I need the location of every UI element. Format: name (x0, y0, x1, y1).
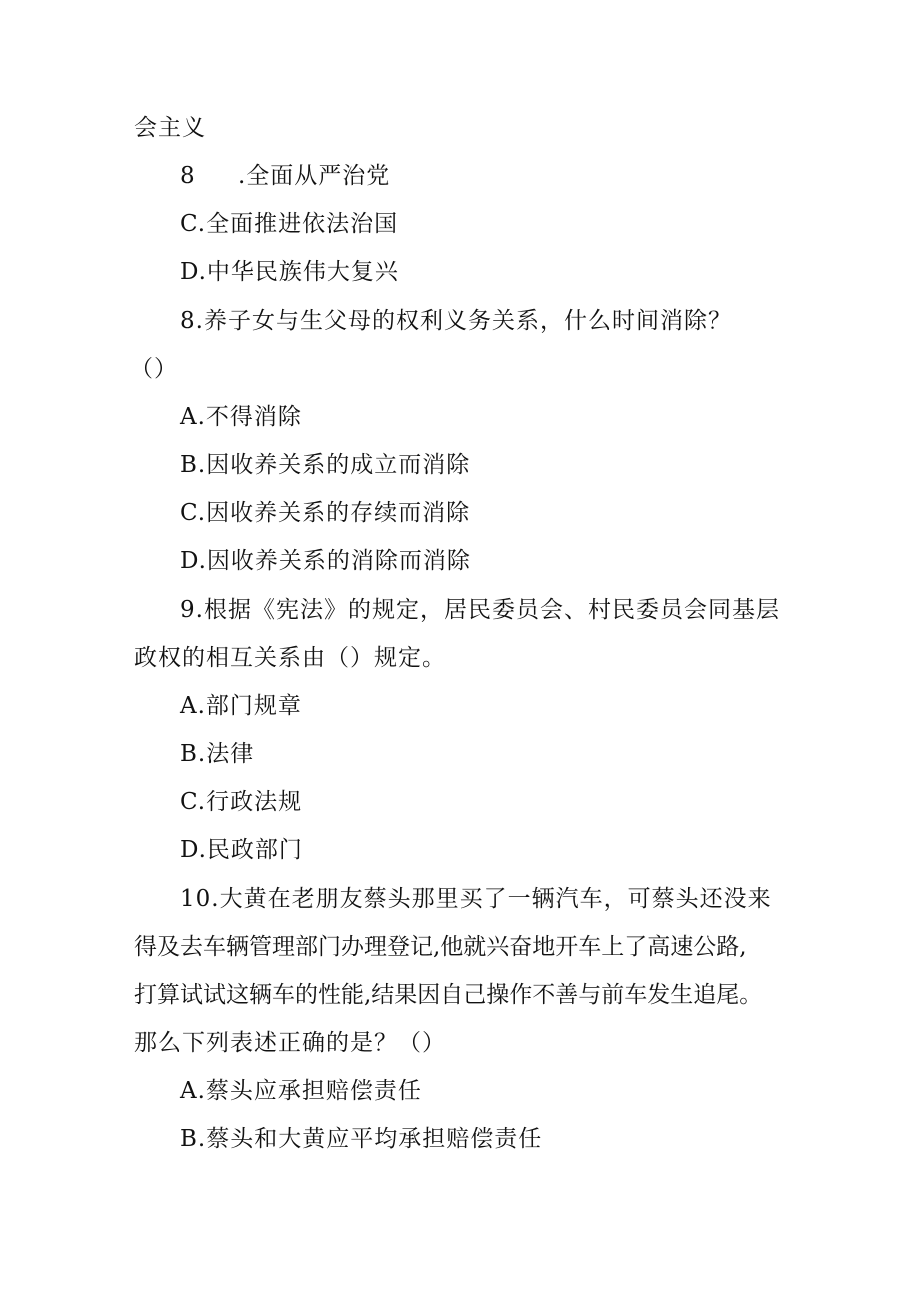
question-10-cont: 那么下列表述正确的是？（） (134, 1030, 446, 1056)
question-8: 8.养子女与生父母的权利义务关系，什么时间消除？ (180, 308, 732, 334)
option-c: C.因收养关系的存续而消除 (180, 500, 471, 526)
text-line (180, 161, 390, 191)
question-9: 9.根据《宪法》的规定，居民委员会、村民委员会同基层 (180, 597, 780, 623)
option-c: C.行政法规 (180, 789, 303, 815)
option-d: D.因收养关系的消除而消除 (180, 548, 471, 574)
item-number: 8 (180, 163, 196, 189)
option-a: A.蔡头应承担赔偿责任 (180, 1078, 422, 1104)
question-10: 10.大黄在老朋友蔡头那里买了一辆汽车，可蔡头还没来 (180, 886, 772, 912)
option-a: A.部门规章 (180, 693, 302, 719)
option-d: D.民政部门 (180, 837, 303, 863)
question-10-cont: 打算试试这辆车的性能,结果因自己操作不善与前车发生追尾。 (134, 982, 763, 1008)
text-line: 会主义 (134, 115, 206, 141)
option-b: B.蔡头和大黄应平均承担赔偿责任 (180, 1126, 543, 1152)
option-text: .全面从严治党 (238, 163, 391, 189)
answer-blank: （） (130, 356, 178, 382)
question-10-cont: 得及去车辆管理部门办理登记,他就兴奋地开车上了高速公路, (134, 934, 747, 960)
option-b: B.法律 (180, 741, 255, 767)
option-d: D.中华民族伟大复兴 (180, 259, 399, 285)
option-b: B.因收养关系的成立而消除 (180, 452, 471, 478)
option-c: C.全面推进依法治国 (180, 211, 399, 237)
option-a: A.不得消除 (180, 404, 302, 430)
question-9-cont: 政权的相互关系由（）规定。 (134, 645, 446, 671)
